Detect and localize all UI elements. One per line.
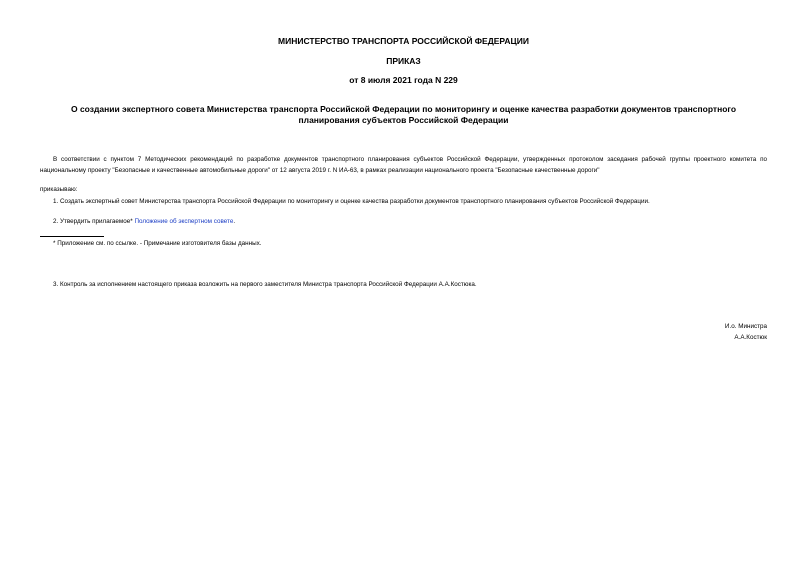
- order-item-1: 1. Создать экспертный совет Министерства транспорта Российской Федерации по мониторингу и оценке качества разработки документов транспортного планирования субъектов Российской Федерации.: [53, 198, 650, 205]
- order-word: приказываю:: [40, 186, 78, 193]
- footnote: * Приложение см. по ссылке. - Примечание изготовителя базы данных.: [53, 240, 262, 247]
- order-item-2-suffix: .: [233, 218, 236, 225]
- regulation-link[interactable]: Положение об экспертном совете: [134, 218, 234, 225]
- document-type: ПРИКАЗ: [386, 56, 421, 66]
- order-item-3: 3. Контроль за исполнением настоящего приказа возложить на первого заместителя Министра транспорта Российской Федерации А.А.Костюка.: [53, 281, 477, 288]
- order-item-2: [53, 217, 235, 227]
- order-item-2-prefix: 2. Утвердить прилагаемое*: [53, 218, 135, 225]
- signatory-name: А.А.Костюк: [734, 334, 767, 341]
- signatory-position: И.о. Министра: [724, 323, 767, 330]
- footnote-divider: [40, 236, 104, 237]
- ministry-title: МИНИСТЕРСТВО ТРАНСПОРТА РОССИЙСКОЙ ФЕДЕРАЦИИ: [278, 36, 529, 46]
- preamble-paragraph: В соответствии с пунктом 7 Методических рекомендаций по разработке документов транспортного планирования субъектов Российской Федерации, утвержденных протоколом заседания рабочей группы проектного комитета по национальному проекту "Безопасные и качественные автомобильные дороги" от 12 августа 2019 г. N ИА-63, в рамках реализации национального проекта "Безопасные качественные дороги": [40, 156, 767, 174]
- document-date-number: от 8 июля 2021 года N 229: [349, 75, 458, 85]
- document-subject: О создании экспертного совета Министерства транспорта Российской Федерации по мониторингу и оценке качества разработки документов транспортного планирования субъектов Российской Федерации: [70, 104, 737, 125]
